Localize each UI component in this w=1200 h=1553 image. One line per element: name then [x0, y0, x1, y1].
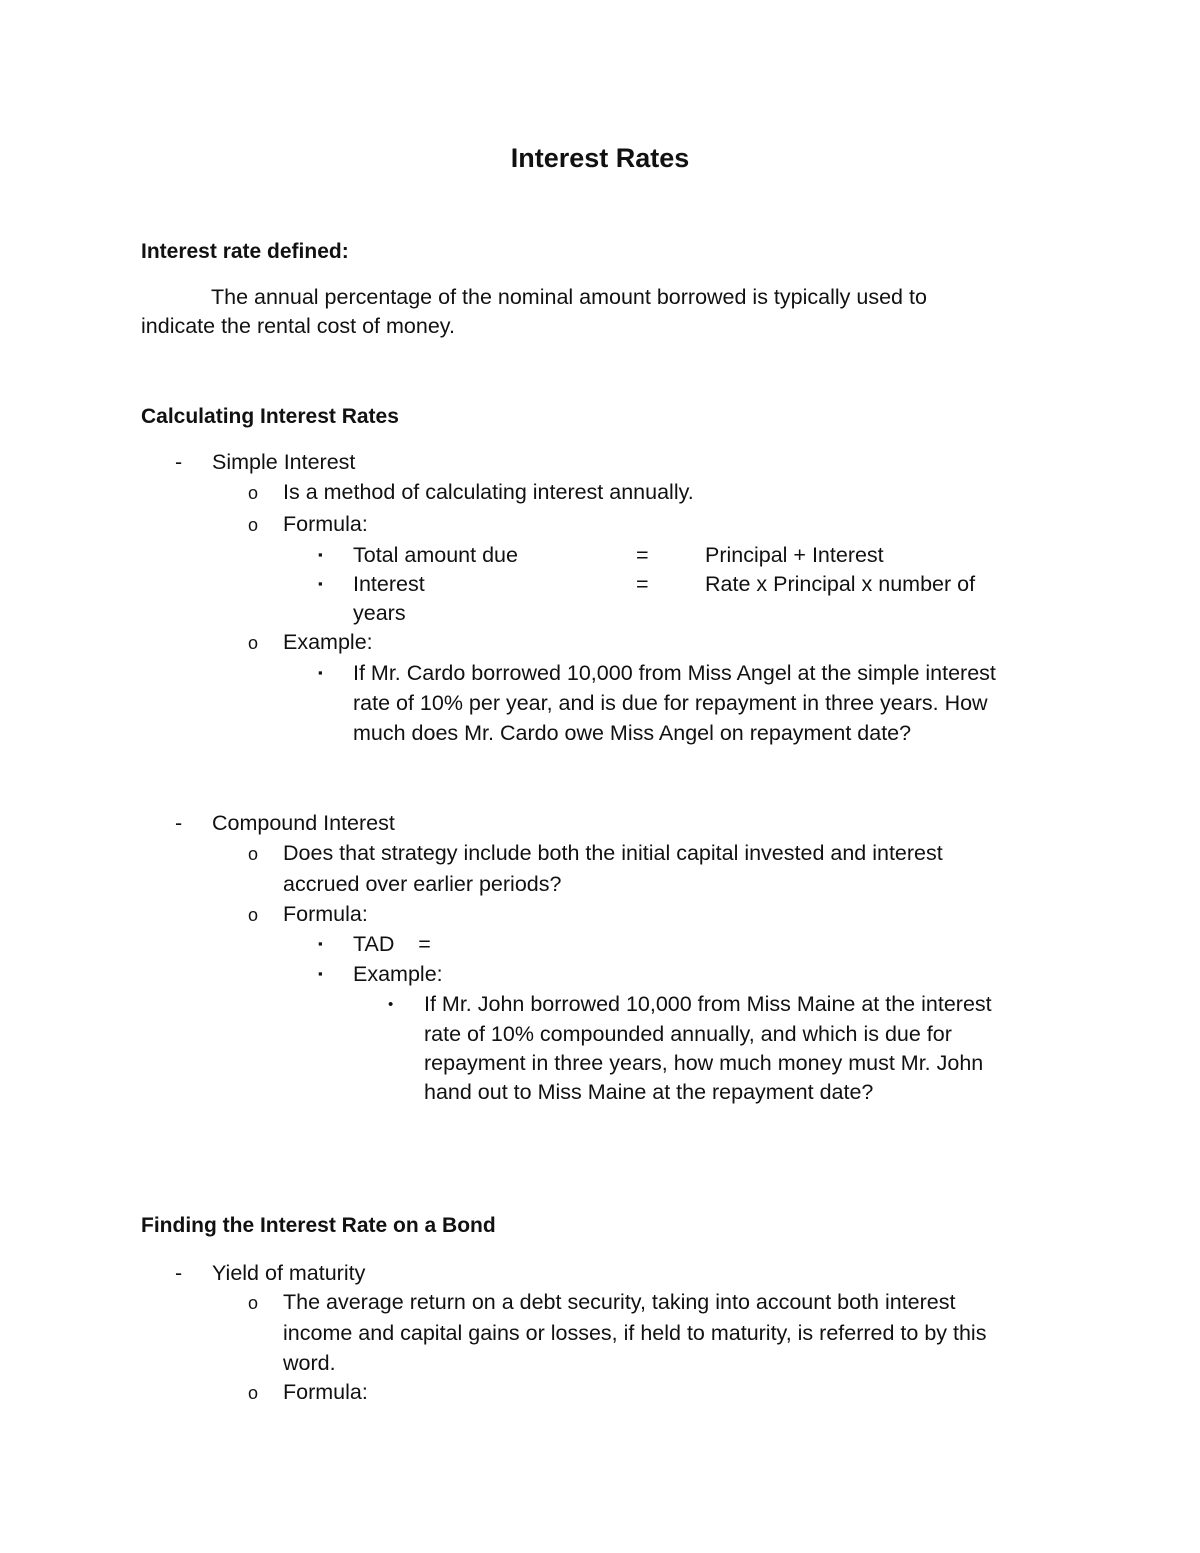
simple-example-label: Example:	[283, 630, 373, 654]
dot-marker: •	[388, 996, 394, 1013]
compound-example-line-2: rate of 10% compounded annually, and which is due for	[424, 1022, 952, 1046]
square-marker: ▪	[318, 576, 323, 591]
formula-1-lhs: Total amount due	[353, 543, 518, 567]
definition-line-1: The annual percentage of the nominal amount borrowed is typically used to	[211, 285, 927, 309]
compound-definition-line-2: accrued over earlier periods?	[283, 872, 562, 896]
circle-marker: o	[248, 633, 259, 653]
circle-marker: o	[248, 515, 259, 535]
simple-interest-label: Simple Interest	[212, 450, 356, 474]
formula-1-equals: =	[636, 543, 649, 567]
compound-example-line-4: hand out to Miss Maine at the repayment date?	[424, 1080, 874, 1104]
circle-marker: o	[248, 844, 259, 864]
compound-interest-label: Compound Interest	[212, 811, 395, 835]
dash-marker: -	[175, 811, 183, 835]
simple-interest-definition: Is a method of calculating interest annually.	[283, 480, 694, 504]
formula-2-lhs: Interest	[353, 572, 425, 596]
compound-definition-line-1: Does that strategy include both the initial capital invested and interest	[283, 841, 943, 865]
circle-marker: o	[248, 483, 259, 503]
yield-definition-line-3: word.	[283, 1351, 336, 1375]
yield-formula-label: Formula:	[283, 1380, 368, 1404]
formula-2-equals: =	[636, 572, 649, 596]
compound-example-line-3: repayment in three years, how much money must Mr. John	[424, 1051, 984, 1075]
circle-marker: o	[248, 1293, 259, 1313]
compound-example-line-1: If Mr. John borrowed 10,000 from Miss Maine at the interest	[424, 992, 992, 1016]
simple-example-line-3: much does Mr. Cardo owe Miss Angel on repayment date?	[353, 721, 912, 745]
heading-calculating-interest-rates: Calculating Interest Rates	[141, 405, 399, 428]
yield-of-maturity-label: Yield of maturity	[212, 1261, 366, 1285]
dash-marker: -	[175, 450, 183, 474]
square-marker: ▪	[318, 547, 323, 562]
yield-definition-line-1: The average return on a debt security, taking into account both interest	[283, 1290, 956, 1314]
circle-marker: o	[248, 905, 259, 925]
formula-2-continuation: years	[353, 601, 406, 625]
compound-formula-label: Formula:	[283, 902, 368, 926]
formula-1-rhs: Principal + Interest	[705, 543, 884, 567]
compound-example-label: Example:	[353, 962, 443, 986]
square-marker: ▪	[318, 966, 323, 981]
simple-formula-label: Formula:	[283, 512, 368, 536]
circle-marker: o	[248, 1383, 259, 1403]
square-marker: ▪	[318, 665, 323, 680]
formula-2-rhs: Rate x Principal x number of	[705, 572, 976, 596]
simple-example-line-1: If Mr. Cardo borrowed 10,000 from Miss Angel at the simple interest	[353, 661, 996, 685]
simple-example-line-2: rate of 10% per year, and is due for repayment in three years. How	[353, 691, 988, 715]
heading-bond-interest-rate: Finding the Interest Rate on a Bond	[141, 1214, 496, 1237]
page-title: Interest Rates	[510, 143, 690, 173]
heading-interest-rate-defined: Interest rate defined:	[141, 240, 349, 263]
definition-line-2: indicate the rental cost of money.	[141, 314, 455, 338]
dash-marker: -	[175, 1261, 183, 1285]
square-marker: ▪	[318, 936, 323, 951]
yield-definition-line-2: income and capital gains or losses, if held to maturity, is referred to by this	[283, 1321, 987, 1345]
tad-formula: TAD =	[353, 932, 431, 956]
